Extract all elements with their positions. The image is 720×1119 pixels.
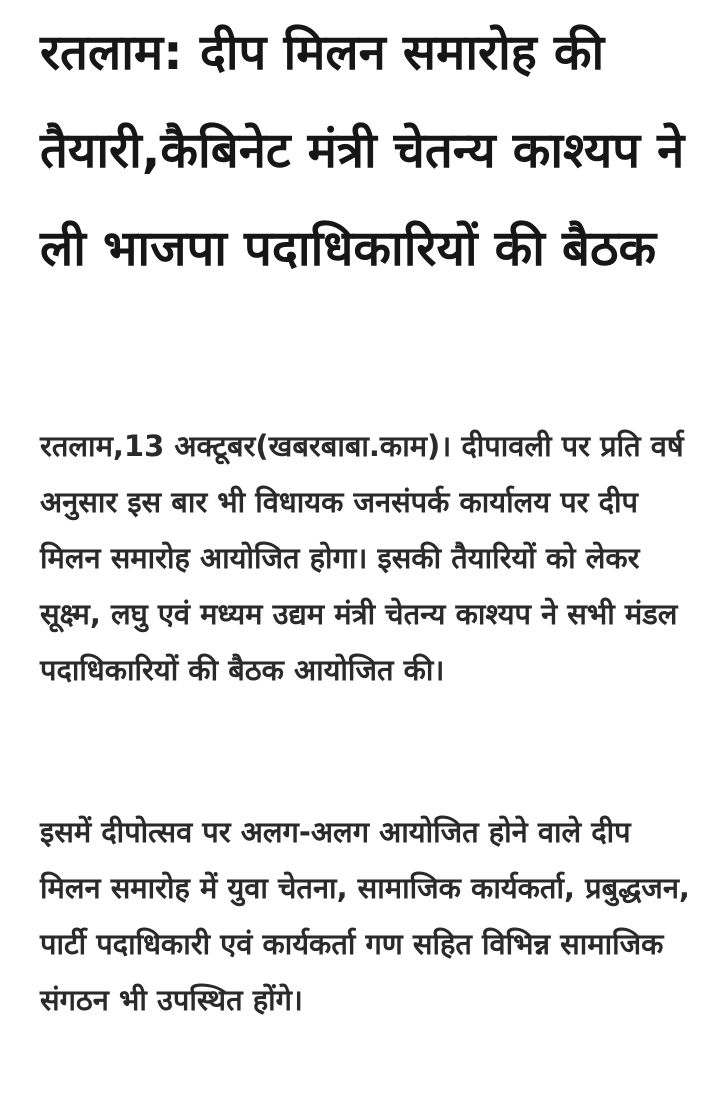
article-paragraph-1: रतलाम,13 अक्टूबर(खबरबाबा.काम)। दीपावली पर प्रति वर्ष अनुसार इस बार भी विधायक जनसंपर्क कार्यालय पर दीप मिलन समारोह आयोजित होगा। इसकी तैयारियों को लेकर सूक्ष्म, लघु एवं मध्यम उद्यम मंत्री चेतन्य काश्यप ने सभी मंडल पदाधिकारियों की बैठक आयोजित की।	[40, 429, 684, 687]
article-headline: रतलाम: दीप मिलन समारोह की तैयारी,कैबिनेट मंत्री चेतन्य काश्यप ने ली भाजपा पदाधिकारियों की बैठक	[40, 24, 685, 277]
article-paragraph-2: इसमें दीपोत्सव पर अलग-अलग आयोजित होने वाले दीप मिलन समारोह में युवा चेतना, सामाजिक कार्यकर्ता, प्रबुद्धजन, पार्टी पदाधिकारी एवं कार्यकर्ता गण सहित विभिन्न सामाजिक संगठन भी उपस्थित होंगे।	[40, 815, 690, 1017]
news-article	[40, 0, 690, 1017]
